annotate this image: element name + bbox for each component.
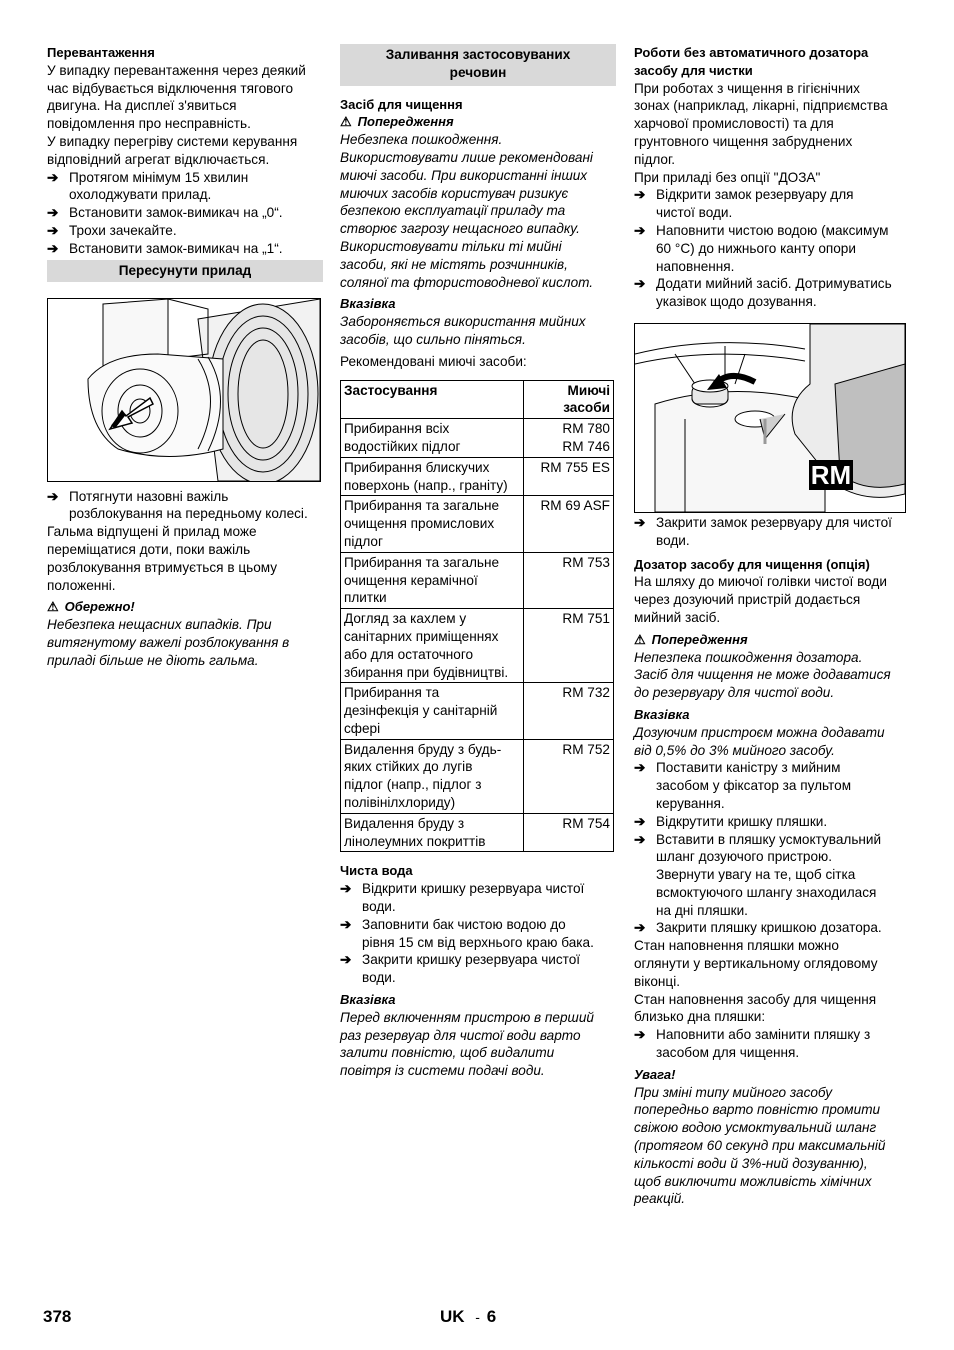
text-line: речовин <box>449 64 507 80</box>
text-line: (протягом 60 секунд при максимальній <box>634 1138 886 1154</box>
text-line: миючих засобів користувач ризикує <box>340 185 569 201</box>
doser-steps <box>634 759 910 937</box>
step-line: шланг дозуючого пристрою. <box>656 849 833 865</box>
text-line: Роботи без автоматичного дозатора <box>634 45 869 60</box>
table-row <box>341 496 614 552</box>
heading-clean-water: Чиста вода <box>340 863 413 879</box>
arrow-right-icon: ➔ <box>634 514 646 530</box>
cell-agent <box>524 683 614 739</box>
step-close-lock <box>634 514 910 550</box>
cell-line: очищення керамічної <box>344 572 478 588</box>
text-line: Заливання застосовуваних <box>385 47 571 62</box>
text-line: засоби, які не містять розчинників, <box>340 256 568 272</box>
cell-line: Прибирання всіх <box>344 421 450 437</box>
header-line: Миючі <box>567 382 610 398</box>
table-row <box>341 609 614 683</box>
text-line: У випадку перегріву системи керування <box>47 133 298 149</box>
text-line: щоб виключити можливість хімічних <box>634 1173 872 1189</box>
step-item <box>634 275 910 311</box>
text-line: приладі більше не діють гальма. <box>47 652 259 668</box>
cell-line: RM 732 <box>562 685 610 701</box>
text-line: двигуна. На дисплеї з'явиться <box>47 98 237 114</box>
cell-agent <box>524 496 614 552</box>
text-line: Гальма відпущені й прилад може <box>47 524 257 540</box>
cell-line: RM 754 <box>562 815 610 831</box>
text-line: Дозуючим пристроєм можна додавати <box>634 724 885 740</box>
cell-line: лінолеумних покриттів <box>344 833 486 849</box>
warning3-text <box>634 649 910 702</box>
arrow-right-icon: ➔ <box>47 205 59 221</box>
warning-triangle-icon: ⚠ <box>340 114 352 130</box>
column-3 <box>634 44 910 1208</box>
step-line: Заповнити бак чистою водою до <box>362 916 566 932</box>
heading-overload: Перевантаження <box>47 45 155 60</box>
arrow-right-icon: ➔ <box>47 169 59 185</box>
text-line: безпекою експлуатації приладу та <box>340 203 566 219</box>
caution-text <box>47 616 323 669</box>
cell-line: або для остаточного <box>344 646 474 662</box>
step-line: Встановити замок-вимикач на „1“. <box>69 240 283 256</box>
cell-line: сфері <box>344 720 381 736</box>
warning3-heading: ⚠ Попередження <box>634 631 748 647</box>
arrow-right-icon: ➔ <box>634 222 646 238</box>
heading-no-doser <box>634 44 910 80</box>
rm-label-badge: RM <box>810 459 852 490</box>
figure-refill-tank <box>634 323 906 513</box>
step-refill <box>634 1026 910 1062</box>
no-doser-steps <box>634 186 910 311</box>
step-line: указівок щодо дозування. <box>656 294 817 310</box>
step-item <box>634 514 910 550</box>
text-line: мийний засіб. <box>634 609 721 625</box>
cell-line: підлог <box>344 533 383 549</box>
footer-lang <box>440 1307 496 1327</box>
text-line: Стан наповнення засобу для чищення <box>634 991 877 1007</box>
arrow-right-icon: ➔ <box>47 488 59 504</box>
table-row <box>341 552 614 608</box>
table-row <box>341 683 614 739</box>
text-line: близько дна пляшки: <box>634 1009 766 1025</box>
warning-text <box>340 131 616 291</box>
step-line: Поставити каністру з мийним <box>656 760 841 776</box>
step-line: керування. <box>656 795 725 811</box>
step-line: наповнення. <box>656 258 735 274</box>
step-item <box>634 919 910 937</box>
level-text <box>634 937 910 1026</box>
text-line: віконці. <box>634 973 680 989</box>
text-line: Небезпека нещасних випадків. При <box>47 617 272 633</box>
text-line: миючі засоби. При використанні інших <box>340 167 588 183</box>
section-bar-move: Пересунути прилад <box>47 260 323 282</box>
cell-agent <box>524 813 614 852</box>
text-line: повітря із системи подачі води. <box>340 1063 545 1079</box>
step-item <box>47 240 323 258</box>
step-line: Протягом мінімум 15 хвилин <box>69 169 249 185</box>
text-line: створює загрозу нещасного випадку. <box>340 221 580 237</box>
cell-application <box>341 609 524 683</box>
page-number: 378 <box>43 1307 72 1326</box>
no-doser-text <box>634 80 910 187</box>
column-header-application: Застосування <box>341 380 524 419</box>
step-item <box>47 204 323 222</box>
step-line: Потягнути назовні важіль <box>69 488 229 504</box>
cell-application <box>341 496 524 552</box>
footer-section-num: 6 <box>486 1307 497 1326</box>
table-row <box>341 457 614 496</box>
step-line: засобом для чищення. <box>656 1045 800 1061</box>
text-line: зонах (наприклад, лікарні, підприємства <box>634 98 888 114</box>
step-line: Відкрити кришку резервуара чистої <box>362 881 585 897</box>
text-line: попередньо варто повністю промити <box>634 1102 881 1118</box>
step-line: всмоктуючого шлангу знаходилася <box>656 884 877 900</box>
step-item <box>634 759 910 812</box>
step-line: Відкрутити кришку пляшки. <box>656 813 828 829</box>
text-line: відповідний агрегат відключається. <box>47 151 270 167</box>
figure-wheel-lever <box>47 298 321 482</box>
text-line: раз резервуар для чистої води варто <box>340 1027 581 1043</box>
step-line: Трохи зачекайте. <box>69 222 177 238</box>
cell-line: Видалення бруду з будь- <box>344 741 502 757</box>
overload-text <box>47 62 323 169</box>
column-header-agents <box>524 380 614 419</box>
arrow-right-icon: ➔ <box>634 813 646 829</box>
text-line: оглянути у вертикальному оглядовому <box>634 956 878 972</box>
note-heading: Вказівка <box>340 296 396 312</box>
step-item <box>634 831 910 920</box>
warning-triangle-icon: ⚠ <box>634 631 646 647</box>
agents-table <box>340 380 614 853</box>
cell-application <box>341 739 524 813</box>
arrow-right-icon: ➔ <box>340 916 352 932</box>
cell-agent <box>524 457 614 496</box>
text-line: грунтовного чищення забруднених <box>634 133 853 149</box>
section-bar-fill <box>340 44 616 86</box>
step-line: охолоджувати прилад. <box>69 187 212 203</box>
arrow-right-icon: ➔ <box>340 952 352 968</box>
text-line: через дозуючий пристрій додається <box>634 592 861 608</box>
text-line: Небезпека пошкодження. <box>340 132 503 148</box>
cell-agent <box>524 739 614 813</box>
cell-line: Прибирання та <box>344 685 440 701</box>
text-line: положенні. <box>47 577 116 593</box>
step-line: Закрити замок резервуару для чистої <box>656 514 892 530</box>
text-line: харчової промисловості) та для <box>634 116 834 132</box>
cell-line: поверхонь (напр., граніту) <box>344 477 508 493</box>
cell-line: RM 755 ES <box>540 459 610 475</box>
header-line: засоби <box>563 400 610 416</box>
heading-doser: Дозатор засобу для чищення (опція) <box>634 556 870 572</box>
step-line: Закрити кришку резервуара чистої <box>362 952 581 968</box>
cell-line: очищення промислових <box>344 516 495 532</box>
table-row <box>341 813 614 852</box>
water-steps <box>340 880 616 987</box>
cell-line: водостійких підлог <box>344 438 461 454</box>
cell-line: Догляд за кахлем у <box>344 611 467 627</box>
text-line: розблокування втримується в цьому <box>47 559 278 575</box>
step-item <box>634 813 910 831</box>
step-line: Встановити замок-вимикач на „0“. <box>69 205 283 221</box>
text-line: підлог. <box>634 151 676 167</box>
overload-steps <box>47 169 323 258</box>
text-line: Стан наповнення пляшки можно <box>634 938 839 954</box>
step-line: води. <box>362 899 396 915</box>
text-line: соляної та фтористоводневої кислот. <box>340 274 594 290</box>
cell-line: RM 746 <box>562 438 610 454</box>
step-item <box>340 880 616 916</box>
cell-application <box>341 552 524 608</box>
cell-agent <box>524 419 614 458</box>
step-item <box>340 916 616 952</box>
text-line: Забороняється використання мийних <box>340 314 586 330</box>
arrow-right-icon: ➔ <box>634 760 646 776</box>
cell-line: Видалення бруду з <box>344 815 465 831</box>
step-line: Наповнити чистою водою (максимум <box>656 222 889 238</box>
text-line: реакцій. <box>634 1191 686 1207</box>
cell-line: підлог (напр., підлог з <box>344 777 482 793</box>
step-line: рівня 15 см від верхнього краю бака. <box>362 934 594 950</box>
cell-line: RM 753 <box>562 554 610 570</box>
arrow-right-icon: ➔ <box>634 920 646 936</box>
cell-application <box>341 419 524 458</box>
text-line: На шляху до миючої голівки чистої води <box>634 574 887 590</box>
table-row <box>341 739 614 813</box>
step-line: Звернути увагу на те, щоб сітка <box>656 867 856 883</box>
arrow-right-icon: ➔ <box>634 831 646 847</box>
text-line: повідомлення про несправність. <box>47 116 251 132</box>
text-line: свіжою водою усмоктувальний шланг <box>634 1120 877 1136</box>
arrow-right-icon: ➔ <box>634 1027 646 1043</box>
note-text <box>340 313 616 349</box>
text-line: При зміні типу мийного засобу <box>634 1084 833 1100</box>
cell-line: полівінілхлориду) <box>344 795 456 811</box>
text-line: до резервуару для чистої води. <box>634 685 835 701</box>
attention-heading: Увага! <box>634 1066 676 1082</box>
text-line: залити повністю, щоб видалити <box>340 1045 555 1061</box>
text-line: Перед включенням пристрою в перший <box>340 1009 594 1025</box>
step-line: на дні пляшки. <box>656 902 748 918</box>
table-row <box>341 419 614 458</box>
text-line: кількості води й 3%-ний дозуванню), <box>634 1155 868 1171</box>
text-line: При приладі без опції "ДОЗА" <box>634 169 821 185</box>
arrow-right-icon: ➔ <box>47 240 59 256</box>
step-line: Вставити в пляшку усмоктувальний <box>656 831 882 847</box>
step-item <box>340 951 616 987</box>
step-line: 60 °C) до нижнього канту опори <box>656 240 856 256</box>
step-pull-lever <box>47 488 323 524</box>
text-line: Засіб для чищення не може додаватися <box>634 667 891 683</box>
step-line: засобом у фіксатор за пультом <box>656 778 852 794</box>
step-line: Відкрити замок резервуару для <box>656 187 854 203</box>
step-line: Наповнити або замінити пляшку з <box>656 1027 871 1043</box>
warning-heading: ⚠ Попередження <box>340 114 454 130</box>
cell-line: RM 752 <box>562 741 610 757</box>
note3-text <box>634 724 910 760</box>
recommended-label: Рекомендовані миючі засоби: <box>340 353 527 369</box>
text-line: від 0,5% до 3% мийного засобу. <box>634 742 835 758</box>
step-line: розблокування на передньому колесі. <box>69 506 308 522</box>
text-line: час відбувається відключення тягового <box>47 80 294 96</box>
table-header-row <box>341 380 614 419</box>
heading-cleaning-agent: Засіб для чищення <box>340 96 463 112</box>
cell-line: плитки <box>344 590 387 606</box>
cell-line: RM 780 <box>562 421 610 437</box>
cell-application <box>341 683 524 739</box>
text-line: При роботах з чищення в гігієнічних <box>634 80 860 96</box>
arrow-right-icon: ➔ <box>340 881 352 897</box>
step-item <box>634 186 910 222</box>
footer-sep: - <box>475 1309 480 1325</box>
cell-line: дезінфекція у санітарній <box>344 703 498 719</box>
arrow-right-icon: ➔ <box>634 276 646 292</box>
footer-lang-code: UK <box>440 1307 465 1326</box>
note3-heading: Вказівка <box>634 706 690 722</box>
cell-line: Прибирання та загальне <box>344 498 500 514</box>
cell-line: Прибирання блискучих <box>344 459 490 475</box>
cell-application <box>341 813 524 852</box>
step-line: Закрити пляшку кришкою дозатора. <box>656 920 882 936</box>
arrow-right-icon: ➔ <box>47 222 59 238</box>
text-line: Використовувати лише рекомендовані <box>340 149 593 165</box>
cell-line: збирання при будівництві. <box>344 664 509 680</box>
text-line: Використовувати тільки ті мийні <box>340 238 562 254</box>
step-line: води. <box>656 532 690 548</box>
text-line: витягнутому важелі розблокування в <box>47 634 290 650</box>
step-line: води. <box>362 970 396 986</box>
note2-heading: Вказівка <box>340 992 396 1008</box>
step-item <box>47 222 323 240</box>
cell-agent <box>524 609 614 683</box>
step-item <box>634 1026 910 1062</box>
cell-line: RM 69 ASF <box>540 498 610 514</box>
cell-line: Прибирання та загальне <box>344 554 500 570</box>
brake-text <box>47 523 323 594</box>
step-item <box>47 169 323 205</box>
step-item <box>47 488 323 524</box>
cell-line: RM 751 <box>562 611 610 627</box>
text-line: переміщатися доти, поки важіль <box>47 541 251 557</box>
text-line: Непезпека пошкодження дозатора. <box>634 649 863 665</box>
step-line: Додати мийний засіб. Дотримуватись <box>656 276 892 292</box>
text-line: засобу для чистки <box>634 62 753 78</box>
step-line: чистої води. <box>656 205 733 221</box>
attention-text <box>634 1084 910 1209</box>
step-item <box>634 222 910 275</box>
text-line: У випадку перевантаження через деякий <box>47 62 306 78</box>
cell-line: яких стійких до лугів <box>344 759 473 775</box>
cell-application <box>341 457 524 496</box>
doser-text <box>634 573 910 626</box>
column-1 <box>47 44 323 670</box>
text-line: засобів, що сильно піняться. <box>340 331 526 347</box>
cell-line: санітарних приміщеннях <box>344 628 499 644</box>
arrow-right-icon: ➔ <box>634 187 646 203</box>
warning-triangle-icon: ⚠ <box>47 599 59 615</box>
column-2 <box>340 44 616 1080</box>
cell-agent <box>524 552 614 608</box>
caution-heading: ⚠ Обережно! <box>47 599 135 615</box>
note2-text <box>340 1009 616 1080</box>
